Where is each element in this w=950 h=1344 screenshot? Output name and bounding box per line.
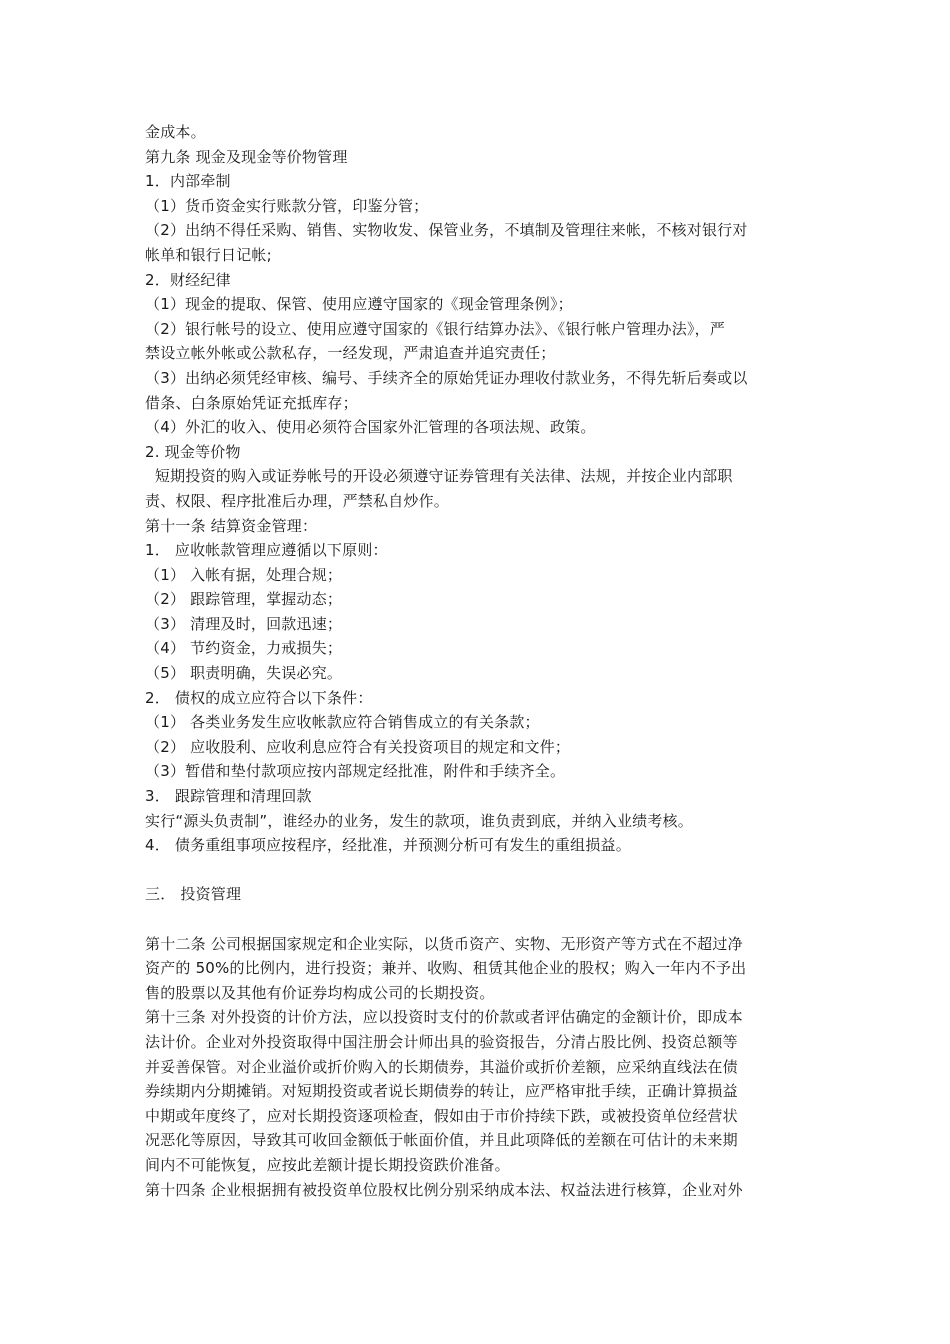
text-line: 短期投资的购入或证券帐号的开设必须遵守证券管理有关法律、法规，并按企业内部职	[145, 467, 733, 486]
text-line: （4）外汇的收入、使用必须符合国家外汇管理的各项法规、政策。	[145, 418, 596, 437]
list-item: （5） 职责明确，失误必究。	[145, 664, 343, 683]
list-item: （1） 入帐有据，处理合规；	[145, 565, 343, 584]
article-heading: 第十二条 公司根据国家规定和企业实际，以货币资产、实物、无形资产等方式在不超过净	[145, 934, 743, 953]
text-line: 售的股票以及其他有价证券均构成公司的长期投资。	[145, 983, 495, 1002]
article-heading: 第十三条 对外投资的计价方法，应以投资时支付的价款或者评估确定的金额计价，即成本	[145, 1008, 743, 1027]
document-body	[145, 120, 810, 1202]
text-line: 帐单和银行日记帐;	[145, 245, 272, 264]
blank-line	[145, 858, 810, 883]
blank-line	[145, 907, 810, 932]
list-item: （3） 清理及时，回款迅速；	[145, 614, 343, 633]
list-item: （4） 节约资金，力戒损失；	[145, 639, 343, 658]
article-heading: 第九条 现金及现金等价物管理	[145, 147, 348, 166]
text-line: 实行“源头负责制”，谁经办的业务，发生的款项，谁负责到底，并纳入业绩考核。	[145, 811, 693, 830]
text-line: 况恶化等原因，导致其可收回金额低于帐面价值，并且此项降低的差额在可估计的未来期	[145, 1131, 738, 1150]
text-line: 并妥善保管。对企业溢价或折价购入的长期债券，其溢价或折价差额，应采纳直线法在债	[145, 1057, 738, 1076]
article-heading: 第十一条 结算资金管理：	[145, 516, 318, 535]
text-line: （2）出纳不得任采购、销售、实物收发、保管业务，不填制及管理往来帐，不核对银行对	[145, 221, 748, 240]
text-line: 借条、白条原始凭证充抵库存；	[145, 393, 358, 412]
text-line: （3）出纳必须凭经审核、编号、手续齐全的原始凭证办理收付款业务，不得先斩后奏或以	[145, 368, 748, 387]
text-line: 中期或年度终了，应对长期投资逐项检查，假如由于市价持续下跌，或被投资单位经营状	[145, 1106, 738, 1125]
list-item: （2） 应收股利、应收利息应符合有关投资项目的规定和文件；	[145, 737, 571, 756]
text-line: 2．财经纪律	[145, 270, 231, 289]
text-line: 2． 债权的成立应符合以下条件：	[145, 688, 373, 707]
text-line: （2）银行帐号的设立、使用应遵守国家的《银行结算办法》、《银行帐户管理办法》，严	[145, 319, 726, 338]
text-line: 资产的 50%的比例内，进行投资；兼并、收购、租赁其他企业的股权；购入一年内不予出	[145, 959, 747, 978]
text-line: 禁设立帐外帐或公款私存，一经发现，严肃追查并追究责任；	[145, 344, 556, 363]
list-item: （2） 跟踪管理，掌握动态；	[145, 590, 343, 609]
article-heading: 第十四条 企业根据拥有被投资单位股权比例分别采纳成本法、权益法进行核算，企业对外	[145, 1180, 743, 1199]
text-line: 金成本。	[145, 123, 206, 141]
list-item: （1） 各类业务发生应收帐款应符合销售成立的有关条款；	[145, 713, 540, 732]
text-line: 4． 债务重组事项应按程序，经批准，并预测分析可有发生的重组损益。	[145, 836, 631, 855]
text-line: 责、权限、程序批准后办理，严禁私自炒作。	[145, 491, 450, 510]
section-heading: 三． 投资管理	[145, 885, 242, 904]
text-line: 1． 应收帐款管理应遵循以下原则：	[145, 541, 388, 560]
text-line: 券续期内分期摊销。对短期投资或者说长期债券的转让，应严格审批手续，正确计算损益	[145, 1082, 738, 1101]
text-line: （1）货币资金实行账款分管，印鉴分管；	[145, 196, 429, 215]
text-line: 2. 现金等价物	[145, 442, 241, 461]
text-line: 法计价。企业对外投资取得中国注册会计师出具的验资报告，分清占股比例、投资总额等	[145, 1032, 738, 1051]
text-line: 1．内部牵制	[145, 172, 231, 191]
list-item: （3）暂借和垫付款项应按内部规定经批准，附件和手续齐全。	[145, 762, 566, 781]
text-line: 间内不可能恢复，应按此差额计提长期投资跌价准备。	[145, 1155, 510, 1174]
text-line: （1）现金的提取、保管、使用应遵守国家的《现金管理条例》；	[145, 295, 573, 314]
text-line: 3． 跟踪管理和清理回款	[145, 787, 312, 806]
